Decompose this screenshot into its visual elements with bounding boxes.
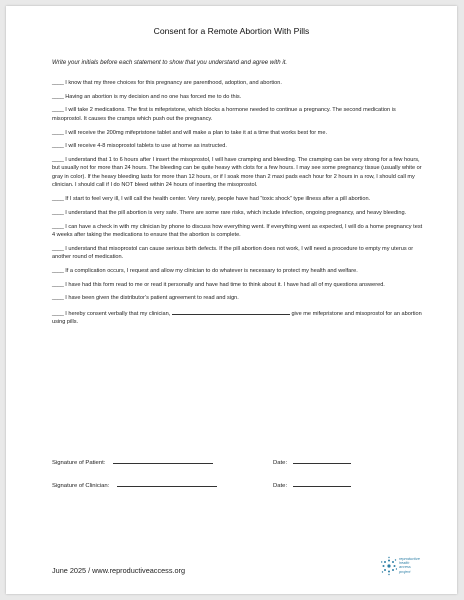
- patient-date-label: Date:: [273, 460, 288, 466]
- statement-text: I will take 2 medications. The first is mifepristone, which blocks a hormone needed to continue a pregnancy. The second medication is misoprostol. It causes the cramps which push out the pregnancy.: [52, 107, 396, 122]
- statement: [52, 223, 426, 240]
- logo-text: reproductive health access project: [399, 557, 420, 574]
- clinician-name-line[interactable]: [172, 308, 290, 315]
- statement-text: I will receive 4-8 misoprostol tablets to use at home as instructed.: [65, 143, 227, 150]
- consent-text-part1: I hereby consent verbally that my clinician,: [65, 310, 171, 317]
- initials-blank[interactable]: ____: [52, 267, 64, 274]
- statement: [52, 129, 426, 138]
- initials-blank[interactable]: ____: [52, 129, 64, 136]
- initials-blank[interactable]: ____: [52, 93, 64, 100]
- patient-signature-row: [52, 457, 213, 466]
- clinician-signature-label: Signature of Clinician:: [52, 483, 110, 489]
- statement: [52, 195, 426, 204]
- statement-text: I understand that 1 to 6 hours after I insert the misoprostol, I will have cramping and bleeding. The cramping can be very strong for a few hours, but usually not for more than 24 hours. The bleeding can be quite heavy with clots for a few hours. I may see some pregnancy tissue (usually white or gray in color). If the heavy bleeding lasts for more than 12 hours, or if I soak more than 2 maxi pads each hour for 2 hours in a row, I should call my clinician. I should call if I do NOT bleed within 24 hours of inserting the misoprostol.: [52, 156, 422, 189]
- initials-blank[interactable]: ____: [52, 107, 64, 114]
- initials-blank[interactable]: ____: [52, 223, 64, 230]
- consent-statement: [52, 308, 426, 327]
- statement-text: Having an abortion is my decision and no one has forced me to do this.: [65, 93, 242, 100]
- statement: [52, 79, 426, 88]
- statement-text: If a complication occurs, I request and allow my clinician to do whatever is necessary to protect my health and welfare.: [65, 267, 358, 274]
- statement-list: [52, 79, 426, 332]
- statement: [52, 106, 426, 123]
- statement: [52, 267, 426, 276]
- patient-signature-line[interactable]: [113, 457, 213, 464]
- statement: [52, 209, 426, 218]
- initials-blank[interactable]: ____: [52, 156, 64, 163]
- initials-blank[interactable]: ____: [52, 281, 64, 288]
- statement-text: I know that my three choices for this pregnancy are parenthood, adoption, and abortion.: [65, 80, 282, 86]
- initials-blank[interactable]: ____: [52, 143, 64, 150]
- statement: [52, 245, 426, 262]
- clinician-date-row: [273, 480, 351, 489]
- instructions: Write your initials before each statement to show that you understand and agree with it.: [52, 59, 288, 66]
- clinician-signature-line[interactable]: [117, 480, 217, 487]
- statement-text: I understand that misoprostol can cause serious birth defects. If the pill abortion does not work, I will need a procedure to empty my uterus or another round of medication.: [52, 245, 414, 261]
- initials-blank[interactable]: ____: [52, 196, 64, 203]
- clinician-date-line[interactable]: [293, 480, 351, 487]
- document-page: [6, 6, 457, 594]
- sunburst-logo-icon: [381, 556, 397, 576]
- patient-date-line[interactable]: [293, 457, 351, 464]
- statement-text: I understand that the pill abortion is very safe. There are some rare risks, which include infection, ongoing pregnancy, and heavy bleeding.: [65, 209, 407, 216]
- statement: [52, 294, 426, 303]
- initials-blank[interactable]: ____: [52, 80, 64, 86]
- statement: [52, 281, 426, 290]
- page-title: Consent for a Remote Abortion With Pills: [153, 26, 310, 36]
- statement-text: If I start to feel very ill, I will call the health center. Very rarely, people have had “toxic shock” type illness after a pill abortion.: [65, 196, 371, 203]
- rhap-logo: [381, 556, 451, 580]
- initials-blank[interactable]: ____: [52, 209, 64, 216]
- statement: [52, 156, 426, 190]
- consent-text-part2: give me mifepristone and misoprostol for an abortion using pills.: [52, 310, 422, 326]
- initials-blank[interactable]: ____: [52, 245, 64, 252]
- statement-text: I have had this form read to me or read it personally and have had time to think about it. I have had all of my questions answered.: [65, 281, 385, 288]
- patient-date-row: [273, 457, 351, 466]
- statement-text: I have been given the distributor’s patient agreement to read and sign.: [65, 295, 239, 302]
- initials-blank[interactable]: ____: [52, 310, 64, 317]
- statement: [52, 142, 426, 151]
- statement-text: I will receive the 200mg mifepristone tablet and will make a plan to take it at a time that works best for me.: [65, 129, 328, 136]
- initials-blank[interactable]: ____: [52, 295, 64, 302]
- footer-text: June 2025 / www.reproductiveaccess.org: [52, 566, 186, 575]
- statement-text: I can have a check in with my clinician by phone to discuss how everything went. If everything went as expected, I will do a home pregnancy test 4 weeks after taking the medications to ensure that the abortion is complete.: [52, 223, 423, 238]
- statement: [52, 93, 426, 102]
- clinician-signature-row: [52, 480, 217, 489]
- patient-signature-label: Signature of Patient:: [52, 460, 106, 466]
- clinician-date-label: Date:: [273, 483, 288, 489]
